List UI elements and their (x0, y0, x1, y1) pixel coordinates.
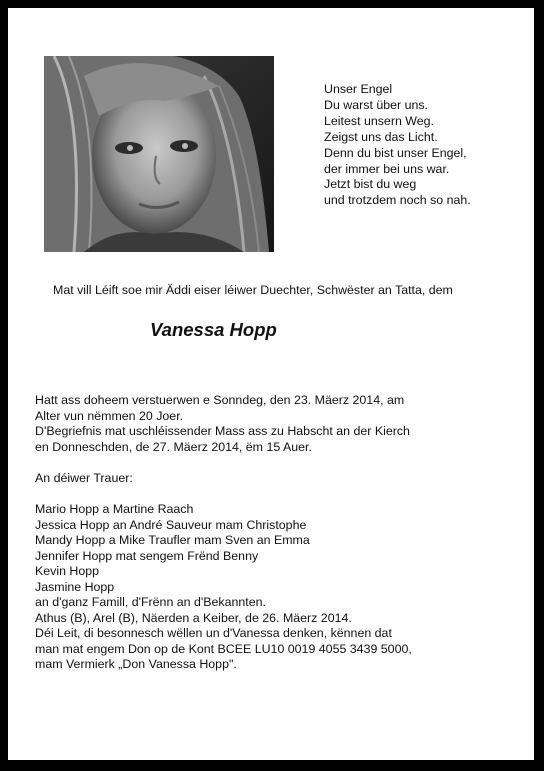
mourners-list (35, 502, 412, 673)
list-item: Athus (B), Arel (B), Näerden a Keiber, de 26. Mäerz 2014. (35, 610, 352, 625)
list-item: Jasmine Hopp (35, 579, 115, 594)
poem-line: und trotzdem noch so nah. (324, 193, 471, 208)
list-item: Jennifer Hopp mat sengem Frënd Benny (35, 548, 259, 563)
poem-line: Zeigst uns das Licht. (324, 129, 438, 144)
list-item: Jessica Hopp an André Sauveur mam Christophe (35, 517, 307, 532)
list-item: mam Vermierk „Don Vanessa Hopp". (35, 657, 237, 671)
list-item: Mario Hopp a Martine Raach (35, 502, 194, 516)
notice-line: D'Begriefnis mat uschléissender Mass ass zu Habscht an der Kierch (35, 424, 410, 438)
poem-line: Unser Engel (324, 82, 393, 96)
notice-line: en Donneschden, de 27. Mäerz 2014, ëm 15 Auer. (35, 439, 312, 454)
intro-text: Mat vill Léift soe mir Äddi eiser léiwer Duechter, Schwëster an Tatta, dem (53, 283, 453, 297)
mourning-heading: An déiwer Trauer: (35, 471, 133, 485)
poem-line: Jetzt bist du weg (324, 177, 417, 192)
list-item: man mat engem Don op de Kont BCEE LU10 0019 4055 3439 5000, (35, 641, 412, 656)
obituary-page (8, 8, 534, 760)
portrait-photo (44, 56, 274, 252)
list-item: Kevin Hopp (35, 564, 100, 578)
poem-line: Du warst über uns. (324, 97, 428, 112)
poem-line: Leitest unsern Weg. (324, 113, 434, 128)
poem-line: Denn du bist unser Engel, (324, 145, 467, 160)
poem-line: der immer bei uns war. (324, 161, 450, 176)
notice-line: Alter vun nëmmen 20 Joer. (35, 408, 184, 423)
list-item: Déi Leit, di besonnesch wëllen un d'Vanessa denken, kënnen dat (35, 626, 392, 640)
deceased-name: Vanessa Hopp (150, 319, 277, 340)
list-item: an d'ganz Famill, d'Frënn an d'Bekannten. (35, 595, 266, 609)
death-notice (35, 393, 410, 455)
list-item: Mandy Hopp a Mike Traufler mam Sven an Emma (35, 533, 310, 547)
notice-line: Hatt ass doheem verstuerwen e Sonndeg, den 23. Mäerz 2014, am (35, 393, 405, 407)
poem (324, 82, 471, 209)
